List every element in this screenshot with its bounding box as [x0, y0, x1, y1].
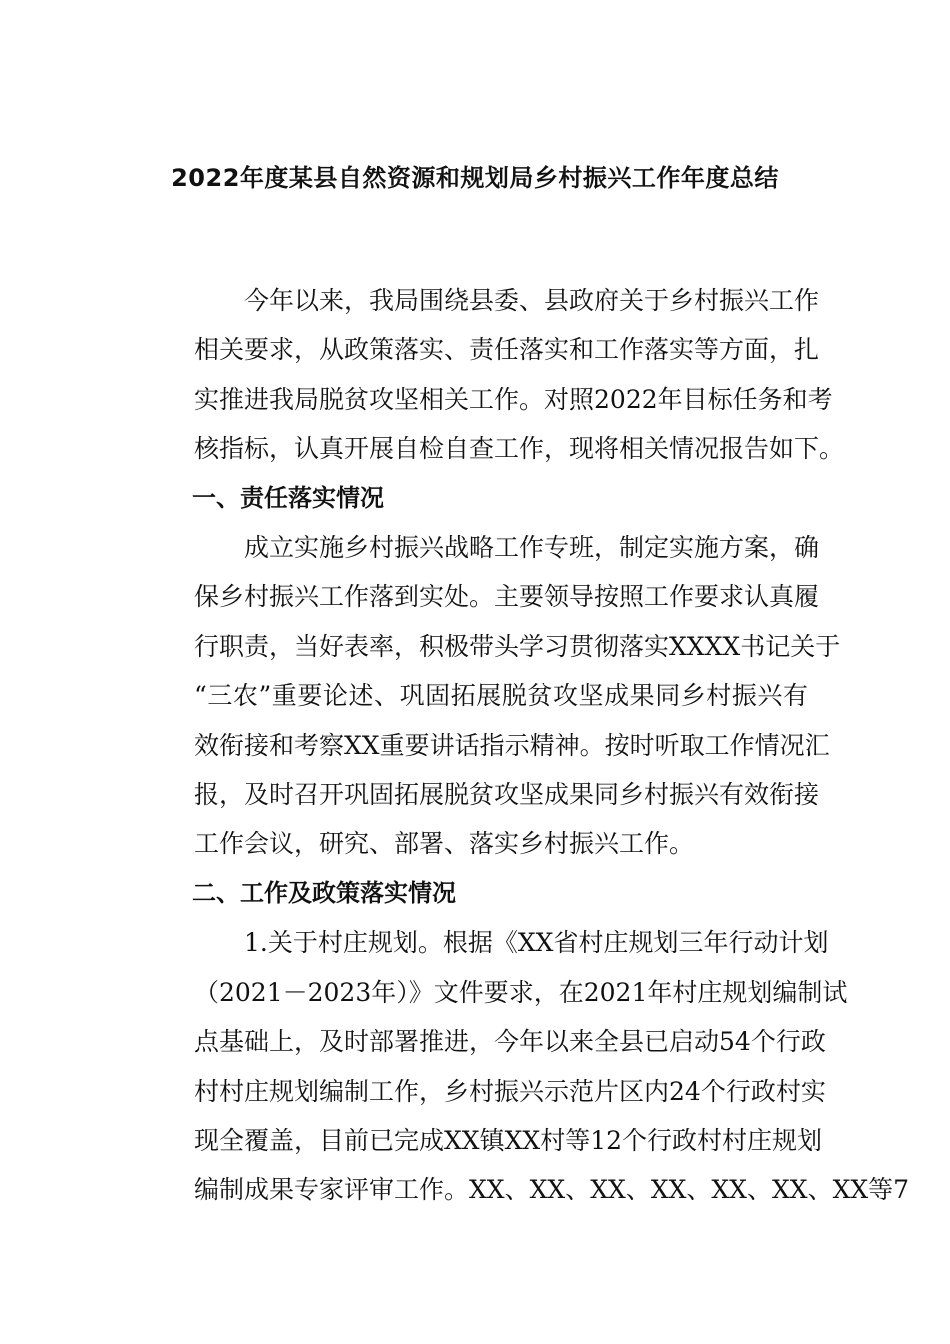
paragraph-line: 1.关于村庄规划。根据《XX省村庄规划三年行动计划: [244, 928, 829, 958]
responsibility-paragraph: [144, 523, 841, 869]
paragraph-line: 点基础上，及时部署推进，今年以来全县已启动54个行政: [194, 1027, 826, 1057]
document-body: [144, 276, 910, 1215]
paragraph-line: 成立实施乡村振兴战略工作专班，制定实施方案，确: [244, 533, 820, 563]
paragraph-line: 效衔接和考察XX重要讲话指示精神。按时听取工作情况汇: [194, 730, 830, 760]
intro-paragraph: [144, 276, 845, 474]
section-heading-2: 二、工作及政策落实情况: [192, 878, 456, 907]
paragraph-line: 编制成果专家评审工作。XX、XX、XX、XX、XX、XX、XX等7: [194, 1175, 910, 1205]
paragraph-line: 实推进我局脱贫攻坚相关工作。对照2022年目标任务和考: [194, 384, 833, 414]
section-heading-1: 一、责任落实情况: [192, 483, 384, 512]
document-title: 2022年度某县自然资源和规划局乡村振兴工作年度总结: [171, 164, 779, 192]
paragraph-line: 报，及时召开巩固拓展脱贫攻坚成果同乡村振兴有效衔接: [194, 780, 820, 810]
paragraph-line: “三农”重要论述、巩固拓展脱贫攻坚成果同乡村振兴有: [194, 681, 808, 711]
paragraph-line: 保乡村振兴工作落到实处。主要领导按照工作要求认真履: [194, 582, 820, 612]
paragraph-line: 核指标，认真开展自检自查工作，现将相关情况报告如下。: [194, 434, 845, 464]
paragraph-line: 行职责，当好表率，积极带头学习贯彻落实XXXX书记关于: [194, 631, 841, 661]
paragraph-line: 工作会议，研究、部署、落实乡村振兴工作。: [194, 829, 695, 859]
paragraph-line: 现全覆盖，目前已完成XX镇XX村等12个行政村村庄规划: [194, 1125, 823, 1155]
paragraph-line: 相关要求，从政策落实、责任落实和工作落实等方面，扎: [194, 335, 820, 365]
paragraph-line: （2021－2023年）》文件要求，在2021年村庄规划编制试: [194, 977, 848, 1007]
village-planning-paragraph: [144, 918, 910, 1214]
paragraph-line: 今年以来，我局围绕县委、县政府关于乡村振兴工作: [244, 286, 820, 315]
paragraph-line: 村村庄规划编制工作，乡村振兴示范片区内24个行政村实: [194, 1076, 826, 1106]
